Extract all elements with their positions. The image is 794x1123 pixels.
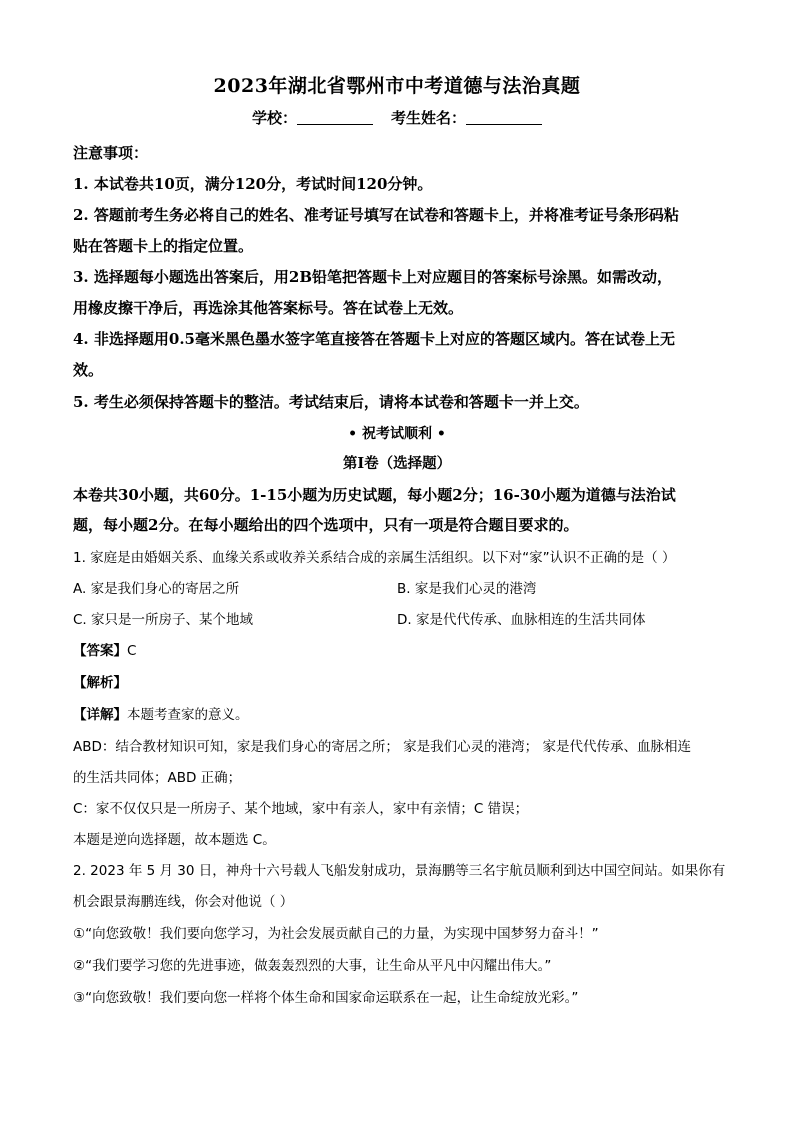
option-b: B. 家是我们心灵的港湾 [397,581,537,597]
option-a: A. 家是我们身心的寄居之所 [73,581,240,597]
name-blank [466,110,542,125]
detail-text: 本题考查家的意义。 [127,707,249,723]
question-2-stem: 机会跟景海鹏连线，你会对他说（ ） [73,894,294,910]
note-item: 4. 非选择题用0.5毫米黑色墨水签字笔直接答在答题卡上对应的答题区域内。答在试卷上无 [73,330,675,348]
option-d: D. 家是代代传承、血脉相连的生活共同体 [397,612,646,628]
section-title: 第Ⅰ卷（选择题） [342,455,452,472]
note-item: 5. 考生必须保持答题卡的整洁。考试结束后，请将本试卷和答题卡一并上交。 [73,393,589,411]
q2-item: ①“向您致敬！我们要向您学习，为社会发展贡献自己的力量，为实现中国梦努力奋斗！” [73,926,599,942]
option-c: C. 家只是一所房子、某个地域 [73,612,254,628]
question-1-stem: 1. 家庭是由婚姻关系、血缘关系或收养关系结合成的亲属生活组织。以下对“家”认识不正确的是（ ） [73,550,676,566]
answer-tag: 【答案】 [73,643,127,659]
explain-line: ABD：结合教材知识可知，家是我们身心的寄居之所； 家是我们心灵的港湾； 家是代代传承、血脉相连 [73,739,691,755]
answer-line [73,639,136,659]
note-item: 2. 答题前考生务必将自己的姓名、准考证号填写在试卷和答题卡上，并将准考证号条形码粘 [73,206,679,224]
name-label: 考生姓名： [391,109,467,127]
note-item: 贴在答题卡上的指定位置。 [73,237,254,255]
q2-item: ②“我们要学习您的先进事迹，做轰轰烈烈的大事，让生命从平凡中闪耀出伟大。” [73,958,552,974]
detail-tag: 【详解】 [73,707,127,723]
detail-line [73,703,249,723]
explain-line: 本题是逆向选择题，故本题选 C。 [73,832,276,848]
explain-line: C：家不仅仅只是一所房子、某个地域，家中有亲人，家中有亲情；C 错误； [73,801,529,817]
school-name-line [0,107,794,128]
blessing: • 祝考试顺利 • [348,426,446,442]
note-item: 效。 [73,361,104,379]
q2-item: ③“向您致敬！我们要向您一样将个体生命和国家命运联系在一起，让生命绽放光彩。” [73,990,579,1006]
page-title: 2023年湖北省鄂州市中考道德与法治真题 [213,75,581,97]
notes-heading: 注意事项： [73,144,149,162]
note-item: 用橡皮擦干净后，再选涂其他答案标号。答在试卷上无效。 [73,299,464,317]
school-label: 学校： [251,109,297,127]
answer-value: C [127,643,137,659]
note-item: 3. 选择题每小题选出答案后，用2B铅笔把答题卡上对应题目的答案标号涂黑。如需改动， [73,268,673,286]
section-intro: 题，每小题2分。在每小题给出的四个选项中，只有一项是符合题目要求的。 [73,516,579,534]
question-2-stem: 2. 2023 年 5 月 30 日，神舟十六号载人飞船发射成功，景海鹏等三名宇航员顺利到达中国空间站。如果你有 [73,863,726,879]
section-intro: 本卷共30小题，共60分。1-15小题为历史试题，每小题2分；16-30小题为道德与法治试 [73,486,676,504]
note-item: 1. 本试卷共10页，满分120分，考试时间120分钟。 [73,175,433,193]
school-blank [297,110,373,125]
analysis-tag: 【解析】 [73,675,127,691]
explain-line: 的生活共同体；ABD 正确； [73,770,242,786]
